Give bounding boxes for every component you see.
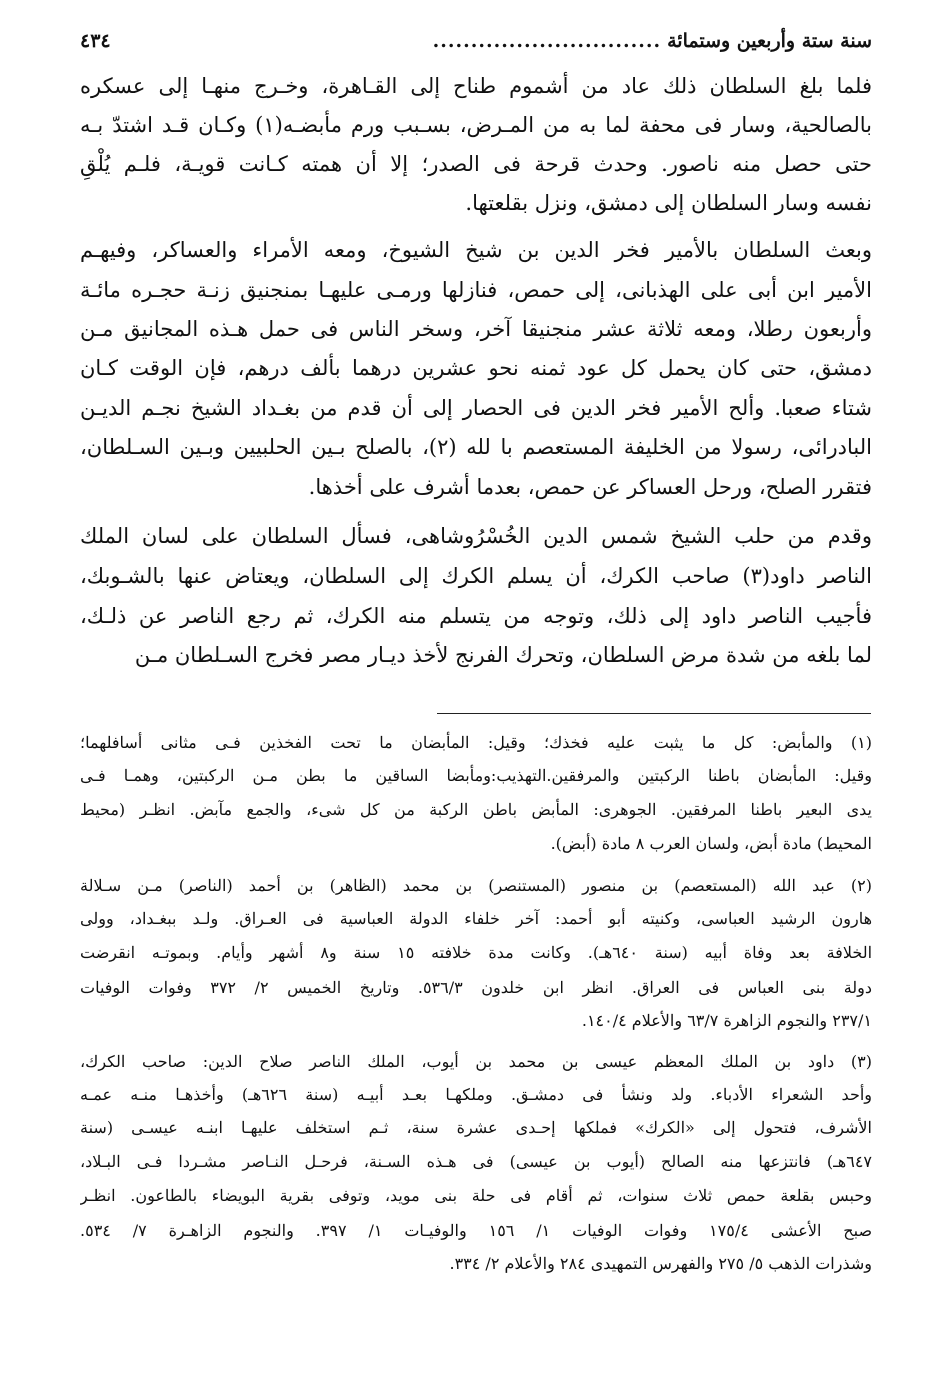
footnote-1-line: (١) والمأبض: كل ما يثبت عليه فخذك؛ وقيل: المأبضان ما تحت الفخذين فـى مثانى أسافلهما؛ <box>80 733 872 752</box>
footnote-1-line: وقيل: المأبضان باطنا الركبتين والمرفقين.التهذيب:ومأبضا الساقين ما بطن مـن الركبتين، وهمـا فـى <box>80 766 872 785</box>
paragraph-3-line: لما بلغه من شدة مرض السلطان، وتحرك الفرنج لأخذ ديـار مصر فخرج السـلطان مـن <box>134 643 872 667</box>
footnote-2-line: الخلافة بعد وفاة أبيه (سنة ٦٤٠هـ). وكانت مدة خلافته ١٥ سنة و٨ أشهر وأيام. وبموتـه انقرضت <box>80 943 872 962</box>
paragraph-1-line: حتى حصل منه ناصور. وحدث قرحة فى الصدر؛ إلا أن همته كـانت قويـة، فلـم يُلْقِ <box>80 152 872 176</box>
footnote-3-line: ٦٤٧هـ) فانتزعها منه الصالح (أيوب بن عيسى) فى هـذه السـنة، فرحـل النـاصر مشـردا فـى البـلاد، <box>80 1152 872 1171</box>
leader-dots: .............................. <box>432 30 662 52</box>
paragraph-2-line: فتقرر الصلح، ورحل العساكر عن حمص، بعدما أشرف على أخذها. <box>308 475 872 499</box>
footnote-2-line: ٢٣٧/١ والنجوم الزاهرة ٦٣/٧ والأعلام ١٤٠/٤. <box>581 1011 872 1030</box>
footnote-separator <box>437 713 871 714</box>
footnote-3-line: (٣) داود بن الملك المعظم عيسى بن محمد بن أيوب، الملك الناصر صلاح الدين: صاحب الكرك، <box>80 1052 872 1071</box>
paragraph-1-line: نفسه وسار السلطان إلى دمشق، ونزل بقلعتها. <box>465 191 872 215</box>
footnote-1-line: يدى البعير باطنا المرفقين. الجوهرى: المأبض باطن الركبة من كل شىء، والجمع مآبض. انظـر (محيط <box>80 800 872 819</box>
footnote-3-line: وحبس بقلعة حمص ثلاث سنوات، ثم أقام فى حلة بنى مويد، وتوفى بقرية البويضاء بالطاعون. انظـر <box>80 1186 872 1205</box>
page-number: ٤٣٤ <box>80 30 111 52</box>
paragraph-2-line: شتاء صعبا. وألح الأمير فخر الدين فى الحصار إلى أن قدم من بغـداد الشيخ نجـم الديـن <box>80 396 872 420</box>
paragraph-2-line: الأمير ابن أبى على الهذبانى، إلى حمص، فنازلها ورمـى عليهـا بمنجنيق زنـة حجـره مائـة <box>80 278 872 302</box>
footnote-1-line: المحيط) مادة أبض، ولسان العرب ٨ مادة (أبض). <box>550 834 872 853</box>
footnote-2-line: هارون الرشيد العباسى، وكنيته أبو أحمد: آخر خلفاء الدولة العباسية فى العـراق. ولـد ببغـداد، وولى <box>80 909 872 928</box>
running-header <box>80 30 872 52</box>
paragraph-1-line: بالصالحية، وسار فى محفة لما به من المـرض، بسـبب ورم مأبضـه(١) وكـان قـد اشتدّ بـه <box>80 113 872 137</box>
paragraph-3-line: الناصر داود(٣) صاحب الكرك، أن يسلم الكرك إلى السلطان، ويعتاض عنها بالشـوبك، <box>80 564 872 588</box>
footnote-2-line: (٢) عبد الله (المستعصم) بن منصور (المستنصر) بن محمد (الظاهر) بن أحمد (الناصر) مـن سـلالة <box>80 876 872 895</box>
paragraph-3-line: فأجيب الناصر داود إلى ذلك، وتوجه من يتسلم منه الكرك، ثم رجع الناصر عن ذلـك، <box>80 604 872 628</box>
footnote-3-line: وأحد الشعراء الأدباء. ولد ونشأ فى دمشـق. وملكهـا بعـد أبيـه (سنة ٦٢٦هـ) وأخذهـا منـه عمـه <box>80 1085 872 1104</box>
paragraph-1-line: فلما بلغ السلطان ذلك عاد من أشموم طناح إلى القـاهرة، وخـرج منهـا إلى عسكره <box>80 74 872 98</box>
running-title: سنة ستة وأربعين وستمائة <box>667 30 872 52</box>
footnote-3-line: الأشرف، فتحول إلى «الكرك» فملكها إحـدى عشرة سنة، ثـم استخلف عليهـا ابنـه عيسـى (سنة <box>80 1118 872 1137</box>
footnote-3-line: صبح الأعشى ١٧٥/٤ وفوات الوفيات ١/ ١٥٦ والوفيـات ١/ ٣٩٧. والنجوم الزاهـرة ٧/ ٥٣٤. <box>80 1221 872 1240</box>
paragraph-2-line: دمشق، حتى كان يحمل كل عود ثمنه نحو عشرين درهما بألف درهم، فإن الوقت كـان <box>80 356 872 380</box>
paragraph-3-line: وقدم من حلب الشيخ شمس الدين الخُسْرُوشاهى، فسأل السلطان على لسان الملك <box>80 524 872 548</box>
footnote-3-line: وشذرات الذهب ٥/ ٢٧٥ والفهرس التمهيدى ٢٨٤ والأعلام ٢/ ٣٣٤. <box>449 1254 872 1273</box>
paragraph-2-line: وأربعون رطلا، ومعه ثلاثة عشر منجنيقا آخر، وسخر الناس فى حمل هـذه المجانيق مـن <box>80 317 872 341</box>
footnote-2-line: دولة بنى العباس فى العراق. انظر ابن خلدون ٥٣٦/٣. وتاريخ الخميس ٢/ ٣٧٢ وفوات الوفيات <box>80 978 872 997</box>
paragraph-2-line: البادرائى، رسولا من الخليفة المستعصم با لله (٢)، بالصلح بـين الحلبيين وبـين السـلطان، <box>80 435 872 459</box>
paragraph-2-line: وبعث السلطان بالأمير فخر الدين بن شيخ الشيوخ، ومعه الأمراء والعساكر، وفيهـم <box>80 238 872 262</box>
